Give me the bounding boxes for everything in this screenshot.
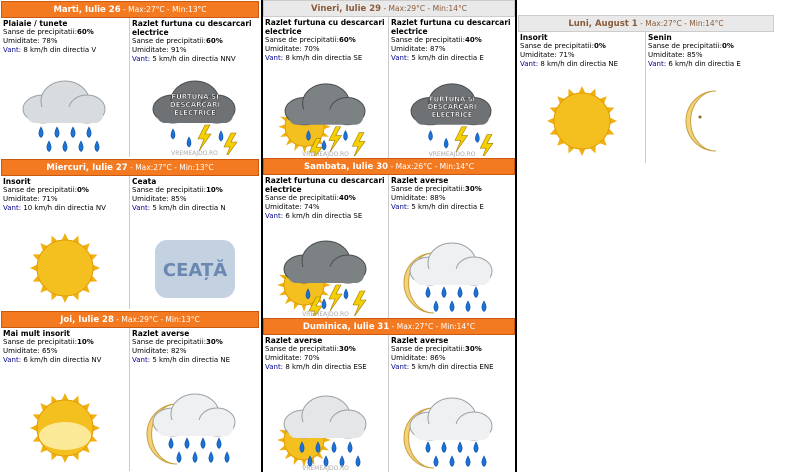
partly-sunny-icon — [1, 383, 129, 469]
wind-value: 5 km/h din directia ENE — [411, 363, 494, 371]
wind-line: Vant: 6 km/h din directia E — [648, 60, 741, 68]
rain-cloud-icon — [1, 75, 129, 155]
sun-icon — [1, 225, 129, 307]
humidity-value: 74% — [303, 203, 320, 211]
svg-text:DESCARCARI: DESCARCARI — [427, 103, 477, 112]
humidity-value: 70% — [303, 354, 320, 362]
precip-line: Sanse de precipitatii:0% — [520, 42, 606, 50]
min-temp: Min:13°C — [172, 5, 207, 14]
wind-line: Vant: 6 km/h din directia NV — [3, 356, 102, 364]
day-forecast — [261, 318, 517, 472]
wind-value: 6 km/h din directia SE — [285, 212, 363, 220]
condition-label: Razlet furtuna cu descarcari electrice — [132, 19, 252, 37]
humidity-line: Umiditate: 74% — [265, 203, 320, 211]
day-forecast — [1, 1, 259, 157]
humidity-value: 85% — [686, 51, 703, 59]
precip-value: 60% — [77, 28, 94, 36]
day-forecast — [518, 15, 774, 163]
min-temp: Min:14°C — [440, 322, 476, 331]
moon-icon — [646, 77, 774, 161]
day-title: Marti, Iulie 26 — [53, 4, 121, 15]
wind-line: Vant: 5 km/h din directia N — [132, 204, 226, 212]
period-cell — [263, 17, 389, 158]
precip-value: 30% — [465, 345, 482, 353]
humidity-line: Umiditate: 87% — [391, 45, 446, 53]
day-header: Vineri, Iulie 29 - Max:29°C - Min:14°C — [263, 0, 515, 17]
svg-text:FURTUNA SI: FURTUNA SI — [170, 93, 219, 101]
min-temp: Min:13°C — [165, 315, 200, 324]
min-temp: Min:14°C — [439, 162, 475, 171]
period-cell — [130, 18, 259, 157]
wind-value: 6 km/h din directia E — [668, 60, 741, 68]
wind-value: 10 km/h din directia NV — [23, 204, 106, 212]
precip-line: Sanse de precipitatii:60% — [265, 36, 356, 44]
humidity-line: Umiditate: 65% — [3, 347, 58, 355]
wind-line: Vant: 5 km/h din directia NNV — [132, 55, 236, 63]
humidity-line: Umiditate: 71% — [520, 51, 575, 59]
max-temp: Max:27°C — [396, 322, 434, 331]
day-forecast — [261, 0, 517, 158]
humidity-line: Umiditate: 71% — [3, 195, 58, 203]
condition-label: Razlet averse — [391, 336, 449, 345]
period-cell — [130, 328, 259, 471]
max-temp: Max:27°C — [645, 19, 682, 28]
wind-value: 5 km/h din directia N — [152, 204, 226, 212]
precip-value: 40% — [339, 194, 356, 202]
humidity-line: Umiditate: 85% — [132, 195, 187, 203]
period-cell — [263, 335, 389, 472]
precip-line: Sanse de precipitatii:40% — [391, 36, 482, 44]
period-cell — [389, 175, 515, 318]
humidity-value: 70% — [303, 45, 320, 53]
condition-label: Razlet averse — [265, 336, 323, 345]
precip-value: 60% — [206, 37, 223, 45]
precip-value: 0% — [722, 42, 734, 50]
condition-label: Mai mult insorit — [3, 329, 71, 338]
day-header: Luni, August 1 - Max:27°C - Min:14°C — [518, 15, 774, 32]
day-header: Duminica, Iulie 31 - Max:27°C - Min:14°C — [263, 318, 515, 335]
period-cell — [646, 32, 774, 163]
condition-label: Razlet furtuna cu descarcari electrice — [265, 18, 385, 36]
wind-line: Vant: 5 km/h din directia E — [391, 54, 484, 62]
min-temp: Min:14°C — [432, 4, 467, 13]
humidity-value: 78% — [41, 37, 58, 45]
wind-value: 5 km/h din directia NE — [152, 356, 231, 364]
wind-value: 8 km/h din directia V — [23, 46, 97, 54]
humidity-line: Umiditate: 78% — [3, 37, 58, 45]
period-cell — [389, 17, 515, 158]
precip-value: 0% — [594, 42, 606, 50]
svg-text:ELECTRICE: ELECTRICE — [431, 111, 473, 119]
day-title: Vineri, Iulie 29 — [311, 3, 382, 14]
condition-label: Ceata — [132, 177, 157, 186]
night-showers-icon — [130, 383, 259, 469]
day-title: Joi, Iulie 28 — [60, 314, 114, 325]
precip-line: Sanse de precipitatii:30% — [132, 338, 223, 346]
condition-label: Plaiaie / tunete — [3, 19, 68, 28]
fog-icon — [130, 225, 259, 307]
period-cell — [1, 328, 130, 471]
max-temp: Max:27°C — [128, 5, 165, 14]
wind-value: 5 km/h din directia NNV — [152, 55, 236, 63]
humidity-value: 91% — [170, 46, 187, 54]
humidity-line: Umiditate: 82% — [132, 347, 187, 355]
day-title: Miercuri, Iulie 27 — [46, 162, 128, 173]
day-title: Luni, August 1 — [568, 18, 638, 29]
humidity-value: 86% — [429, 354, 446, 362]
wind-value: 5 km/h din directia E — [411, 203, 484, 211]
humidity-value: 71% — [558, 51, 575, 59]
night-showers-icon — [389, 390, 515, 470]
watermark: VREMEAJDO.RO — [302, 151, 349, 158]
wind-value: 5 km/h din directia E — [411, 54, 484, 62]
max-temp: Max:26°C — [395, 162, 433, 171]
precip-line: Sanse de precipitatii:60% — [3, 28, 94, 36]
precip-line: Sanse de precipitatii:0% — [3, 186, 89, 194]
precip-value: 30% — [339, 345, 356, 353]
humidity-line: Umiditate: 70% — [265, 354, 320, 362]
humidity-line: Umiditate: 85% — [648, 51, 703, 59]
condition-label: Razlet furtuna cu descarcari electrice — [265, 176, 385, 194]
max-temp: Max:27°C — [135, 163, 172, 172]
period-cell — [130, 176, 259, 309]
wind-line: Vant: 5 km/h din directia E — [391, 203, 484, 211]
storm-icon — [389, 78, 515, 156]
wind-line: Vant: 5 km/h din directia NE — [132, 356, 231, 364]
day-title: Sambata, Iulie 30 — [303, 161, 389, 172]
period-cell — [1, 18, 130, 157]
night-showers-icon — [389, 234, 515, 316]
precip-line: Sanse de precipitatii:30% — [265, 345, 356, 353]
day-forecast — [261, 158, 517, 318]
watermark: VREMEAJDO.RO — [171, 150, 218, 157]
precip-line: Sanse de precipitatii:40% — [265, 194, 356, 202]
period-cell — [518, 32, 646, 163]
day-forecast — [1, 159, 259, 309]
period-cell — [263, 175, 389, 318]
watermark: VREMEAJDO.RO — [428, 151, 476, 158]
precip-line: Sanse de precipitatii:0% — [648, 42, 734, 50]
wind-line: Vant: 8 km/h din directia NE — [520, 60, 619, 68]
wind-value: 8 km/h din directia SE — [285, 54, 363, 62]
min-temp: Min:14°C — [689, 19, 724, 28]
wind-line: Vant: 5 km/h din directia ENE — [391, 363, 494, 371]
wind-line: Vant: 8 km/h din directia V — [3, 46, 97, 54]
max-temp: Max:29°C — [121, 315, 158, 324]
wind-line: Vant: 6 km/h din directia SE — [265, 212, 363, 220]
wind-line: Vant: 8 km/h din directia SE — [265, 54, 363, 62]
condition-label: Razlet averse — [132, 329, 190, 338]
precip-value: 0% — [77, 186, 89, 194]
humidity-value: 88% — [429, 194, 446, 202]
humidity-line: Umiditate: 88% — [391, 194, 446, 202]
storm-icon — [130, 75, 259, 155]
humidity-value: 71% — [41, 195, 58, 203]
sun-showers-icon — [263, 390, 388, 470]
day-header: Joi, Iulie 28 - Max:29°C - Min:13°C — [1, 311, 259, 328]
wind-value: 6 km/h din directia NV — [23, 356, 102, 364]
humidity-value: 85% — [170, 195, 187, 203]
watermark: VREMEAJDO.RO — [302, 465, 349, 472]
watermark: VREMEAJDO.RO — [302, 311, 349, 318]
day-header: Marti, Iulie 26 - Max:27°C - Min:13°C — [1, 1, 259, 18]
svg-text:ELECTRICE: ELECTRICE — [173, 109, 216, 117]
humidity-line: Umiditate: 91% — [132, 46, 187, 54]
precip-line: Sanse de precipitatii:10% — [132, 186, 223, 194]
day-forecast — [1, 311, 259, 471]
svg-text:FURTUNA SI: FURTUNA SI — [428, 95, 476, 104]
wind-value: 8 km/h din directia ESE — [285, 363, 367, 371]
precip-line: Sanse de precipitatii:30% — [391, 185, 482, 193]
precip-value: 30% — [206, 338, 223, 346]
condition-label: Senin — [648, 33, 672, 42]
period-cell — [1, 176, 130, 309]
day-header: Sambata, Iulie 30 - Max:26°C - Min:14°C — [263, 158, 515, 175]
sun-icon — [518, 77, 645, 161]
sun-storm-icon — [263, 78, 388, 156]
wind-value: 8 km/h din directia NE — [540, 60, 619, 68]
humidity-value: 82% — [170, 347, 187, 355]
humidity-value: 87% — [429, 45, 446, 53]
precip-line: Sanse de precipitatii:60% — [132, 37, 223, 45]
period-cell — [389, 335, 515, 472]
wind-line: Vant: 10 km/h din directia NV — [3, 204, 106, 212]
precip-value: 60% — [339, 36, 356, 44]
precip-line: Sanse de precipitatii:30% — [391, 345, 482, 353]
condition-label: Insorit — [520, 33, 548, 42]
precip-value: 10% — [206, 186, 223, 194]
condition-label: Razlet furtuna cu descarcari electrice — [391, 18, 511, 36]
precip-value: 10% — [77, 338, 94, 346]
precip-value: 40% — [465, 36, 482, 44]
sun-storm-icon — [263, 234, 388, 316]
precip-value: 30% — [465, 185, 482, 193]
condition-label: Insorit — [3, 177, 31, 186]
day-header: Miercuri, Iulie 27 - Max:27°C - Min:13°C — [1, 159, 259, 176]
svg-text:CEAȚĂ: CEAȚĂ — [162, 260, 227, 281]
max-temp: Max:29°C — [388, 4, 426, 13]
svg-text:DESCARCARI: DESCARCARI — [169, 101, 220, 109]
condition-label: Razlet averse — [391, 176, 449, 185]
precip-line: Sanse de precipitatii:10% — [3, 338, 94, 346]
humidity-line: Umiditate: 70% — [265, 45, 320, 53]
min-temp: Min:13°C — [179, 163, 214, 172]
wind-line: Vant: 8 km/h din directia ESE — [265, 363, 367, 371]
humidity-value: 65% — [41, 347, 58, 355]
day-title: Duminica, Iulie 31 — [302, 321, 390, 332]
humidity-line: Umiditate: 86% — [391, 354, 446, 362]
